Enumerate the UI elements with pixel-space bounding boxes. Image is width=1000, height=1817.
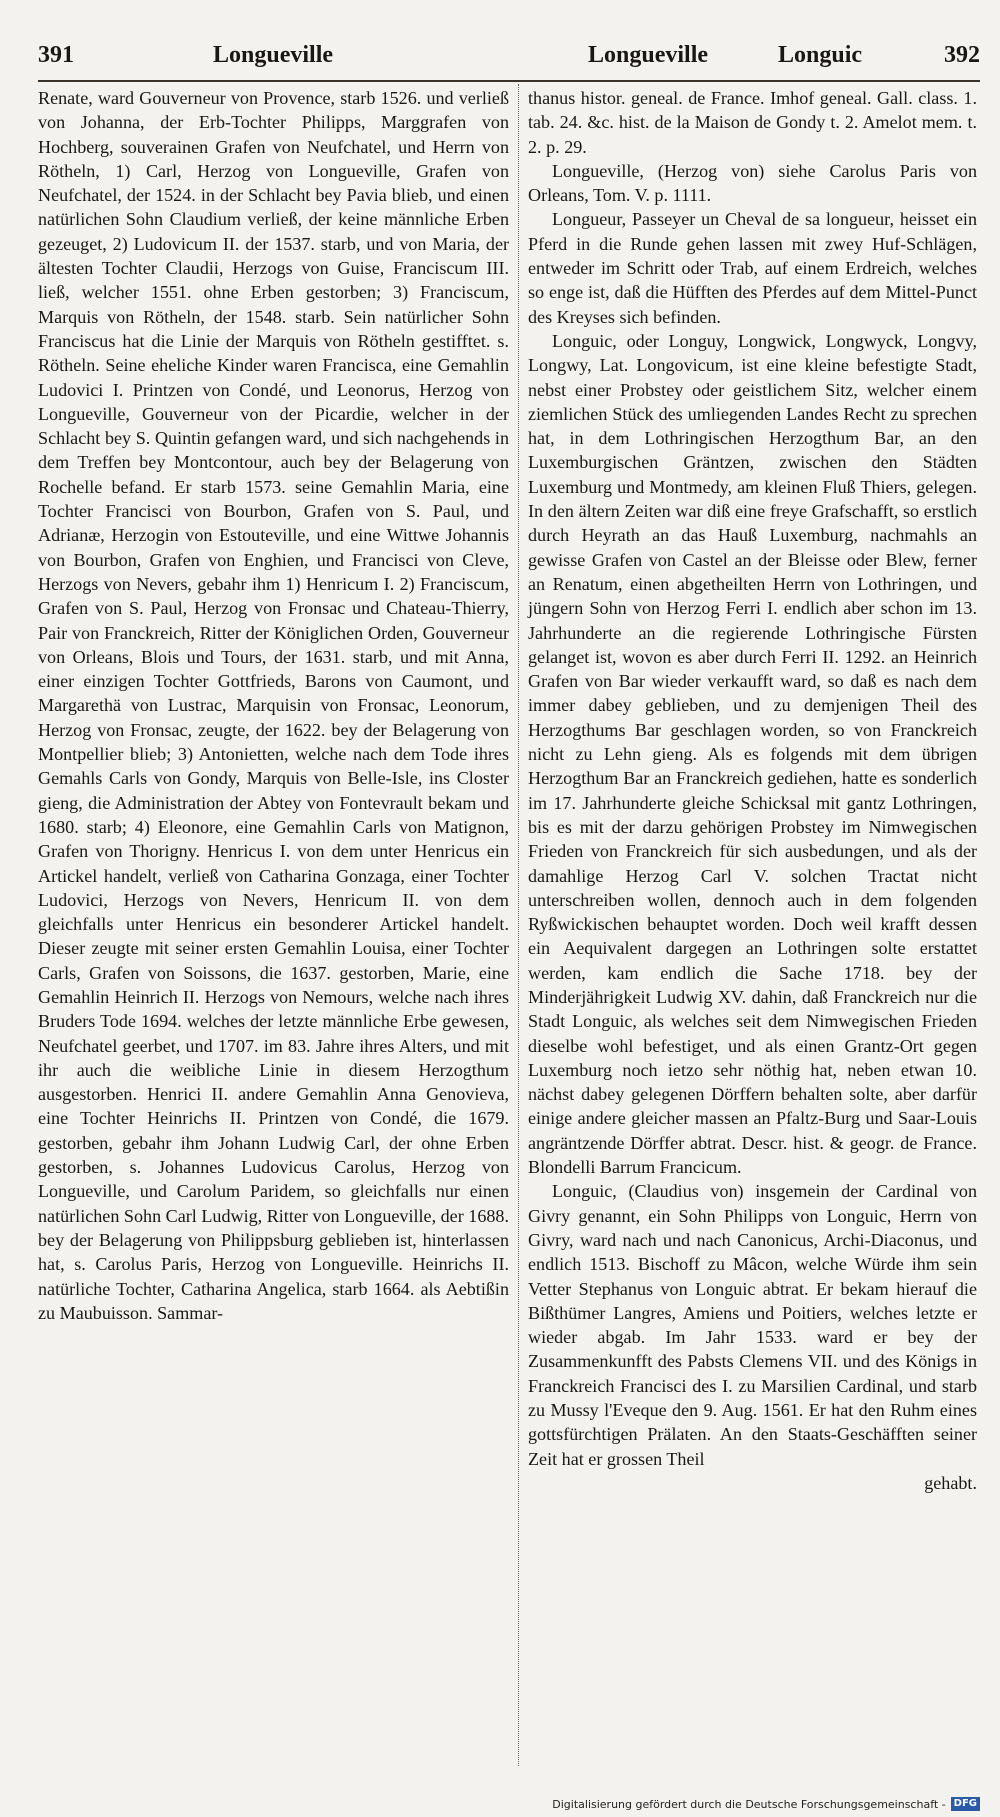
running-title-left: Longueville bbox=[213, 42, 334, 68]
page-header bbox=[38, 36, 980, 82]
entry-longuic-claudius: Longuic, (Claudius von) insgemein der Cardinal von Givry genannt, ein Sohn Philipps von Longuic, Herrn von Givry, ward nach und nach Canonicus, Archi-Diaconus, und endlich 1513. Bischoff zu Mâcon, welche Würde ihm sein Vetter Stephanus von Longuic abtrat. Er bekam hierauf die Bißthümer Langres, Amiens und Poitiers, welches letzte er wieder abgab. Im Jahr 1533. ward er bey der Zusammenkunfft des Pabsts Clemens VII. und des Königs in Franckreich Francisci des I. zu Marsilien Cardinal, und starb zu Mussy l'Eveque den 9. Aug. 1561. Er hat den Ruhm eines gottsfürchtigen Prälaten. An den Staats-Geschäfften seiner Zeit hat er grossen Theil bbox=[528, 1181, 977, 1469]
entry-longuic: Longuic, oder Longuy, Longwick, Longwyck, Longvy, Longwy, Lat. Longovicum, ist eine kleine befestigte Stadt, nebst einer Probstey oder geistlichem Sitz, welcher einem ziemlichen Stück des umliegenden Landes Recht zu sprechen hat, in dem Lothringischen Herzogthum Bar, an den Luxemburgischen Gräntzen, zwischen den Städten Luxemburg und Montmedy, am kleinen Fluß Thiers, gelegen. In den ältern Zeiten war diß eine freye Grafschafft, so erstlich durch Heyrath an das Hauß Luxemburg, nachmahls an gewisse Grafen von Castel an der Bleisse oder Blew, ferner an Renatum, einen abgetheilten Herrn von Lothringen, und jüngern Sohn von Herzog Ferri I. endlich aber schon im 13. Jahrhunderte an die regierende Lothringische Fürsten gelanget ist, wovon es aber durch Ferri II. 1292. an Heinrich Grafen von Bar wieder verkaufft ward, so daß es nach dem immer dabey geblieben, und zu demjenigen Theil des Herzogthums Bar geschlagen worden, so von Franckreich nicht zu Lehn gieng. Als es folgends mit dem übrigen Herzogthum Bar an Franckreich gediehen, hatte es sonderlich im 17. Jahrhunderte gleiche Schicksal mit gantz Lothringen, bis es mit der darzu gehörigen Probstey im Nimwegischen Frieden von Franckreich für sich ausbedungen, und als der damahlige Herzog Carl V. solchen Tractat nicht unterschreiben wollen, dennoch auch in dem folgenden Ryßwickischen behauptet worden. Doch weil krafft dessen ein Aequivalent dargegen an Lothringen solte erstattet werden, kam endlich die Sache 1718. bey der Minderjährigkeit Ludwig XV. dahin, daß Franckreich nur die Stadt Longuic, als welches seit dem Nimwegischen Frieden dieselbe wohl befestiget, und als einen Grantz-Ort gegen Luxemburg noch ietzo sehr nöthig hat, neben etwan 10. nächst dabey gelegenen Dörffern behalten solte, aber darfür einige andere gleicher massen an Pfaltz-Burg und Saar-Louis angräntzende Dörffer abtrat. Descr. hist. & geogr. de France. Blondelli Barrum Francicum. bbox=[528, 330, 977, 1178]
left-column bbox=[38, 86, 509, 1325]
running-title-right-last: Longuic bbox=[778, 42, 863, 68]
entry-continuation: thanus histor. geneal. de France. Imhof geneal. Gall. class. 1. tab. 24. &c. hist. de la Maison de Gondy t. 2. Amelot mem. t. 2. p. 29. bbox=[528, 88, 977, 157]
digitization-footer bbox=[552, 1797, 980, 1811]
entry-last-word: gehabt. bbox=[924, 1472, 977, 1493]
entry-longueur: Longueur, Passeyer un Cheval de sa longueur, heisset ein Pferd in die Runde gehen lassen mit zwey Huf-Schlägen, entweder im Schritt oder Trab, auf einem Erdreich, welches so enge ist, daß die Hüfften des Pferdes auf dem Mittel-Punct des Kreyses sich befinden. bbox=[528, 209, 977, 327]
column-divider bbox=[518, 84, 519, 1766]
header-rule bbox=[38, 80, 980, 82]
page-number-left: 391 bbox=[38, 42, 74, 68]
entry-longueville-herzog: Longueville, (Herzog von) siehe Carolus Paris von Orleans, Tom. V. p. 1111. bbox=[528, 160, 977, 206]
footer-credit: Digitalisierung gefördert durch die Deutsche Forschungsgemeinschaft - bbox=[552, 1797, 946, 1811]
page-number-right: 392 bbox=[944, 42, 980, 68]
right-column bbox=[528, 86, 977, 1495]
running-title-right-first: Longueville bbox=[588, 42, 709, 68]
entry-longueville-continued: Renate, ward Gouverneur von Provence, starb 1526. und verließ von Johanna, der Erb-Tochter Philipps, Marggrafen von Hochberg, souverainen Grafen von Neufchatel, und Herrn von Rötheln, 1) Carl, Herzog von Longueville, Grafen von Neufchatel, der 1524. in der Schlacht bey Pavia blieb, und einen natürlichen Sohn Claudium verließ, der keine männliche Erben gezeuget, 2) Ludovicum II. der 1537. starb, und von Maria, der ältesten Tochter Claudii, Herzogs von Guise, Franciscum III. ließ, welcher 1551. ohne Erben gestorben; 3) Franciscum, Marquis von Rötheln, der 1548. starb. Sein natürlicher Sohn Franciscus hat die Linie der Marquis von Rötheln gestifftet. s. Rötheln. Seine eheliche Kinder waren Francisca, eine Gemahlin Ludovici I. Printzen von Condé, und Leonorus, Herzog von Longueville, Gouverneur von der Picardie, welcher in der Schlacht bey S. Quintin gefangen ward, und sich nachgehends in dem Treffen bey Montcontour, auch bey der Belagerung von Rochelle befand. Er starb 1573. seine Gemahlin Maria, eine Tochter Francisci von Bourbon, Grafen von S. Paul, und Adrianæ, Herzogin von Estouteville, und eine Wittwe Johannis von Bourbon, Grafen von Enghien, und Francisci von Cleve, Herzogs von Nevers, gebahr ihm 1) Henricum I. 2) Franciscum, Grafen von S. Paul, Herzog von Fronsac und Chateau-Thierry, Pair von Franckreich, Ritter der Königlichen Orden, Gouverneur von Orleans, Blois und Tours, der 1631. starb, und mit Anna, einer einzigen Tochter Gottfrieds, Barons von Caumont, und Margarethä von Lustrac, Marquisin von Fronsac, Leonorum, Herzog von Fronsac, zeugte, der 1622. bey der Belagerung von Montpellier blieb; 3) Antonietten, welche nach dem Tode ihres Gemahls Carls von Gondy, Marquis von Belle-Isle, ins Closter gieng, die Administration der Abtey von Fontevrault bekam und 1680. starb; 4) Eleonore, eine Gemahlin Carls von Matignon, Grafen von Thorigny. Henricus I. von dem unter Henricus ein Artickel handelt, verließ von Catharina Gonzaga, einer Tochter Ludovici, Herzogs von Nevers, Henricum II. von dem gleichfalls unter Henricus ein besonderer Artickel handelt. Dieser zeugte mit seiner ersten Gemahlin Louisa, einer Tochter Carls, Grafen von Soissons, die 1637. gestorben, Marie, eine Gemahlin Heinrich II. Herzogs von Nemours, welche nach ihres Bruders Tode 1694. welches der letzte männliche Erbe gewesen, Neufchatel geerbet, und 1707. im 83. Jahre ihres Alters, und mit ihr auch die weibliche Linie in diesem Herzogthum ausgestorben. Henrici II. andere Gemahlin Anna Genovieva, eine Tochter Heinrichs II. Printzen von Condé, die 1679. gestorben, gebahr ihm Johann Ludwig Carl, der ohne Erben gestorben, s. Johannes Ludovicus Carolus, Herzog von Longueville, und Carolum Paridem, so gleichfalls nur einen natürlichen Sohn Carl Ludwig, Ritter von Longueville, der 1688. bey der Belagerung von Philippsburg geblieben ist, hinterlassen hat, s. Carolus Paris, Herzog von Longueville. Heinrichs II. natürliche Tochter, Catharina Angelica, starb 1664. als Aebtißin zu Maubuisson. Sammar- bbox=[38, 88, 509, 1323]
dfg-logo: DFG bbox=[951, 1797, 980, 1811]
